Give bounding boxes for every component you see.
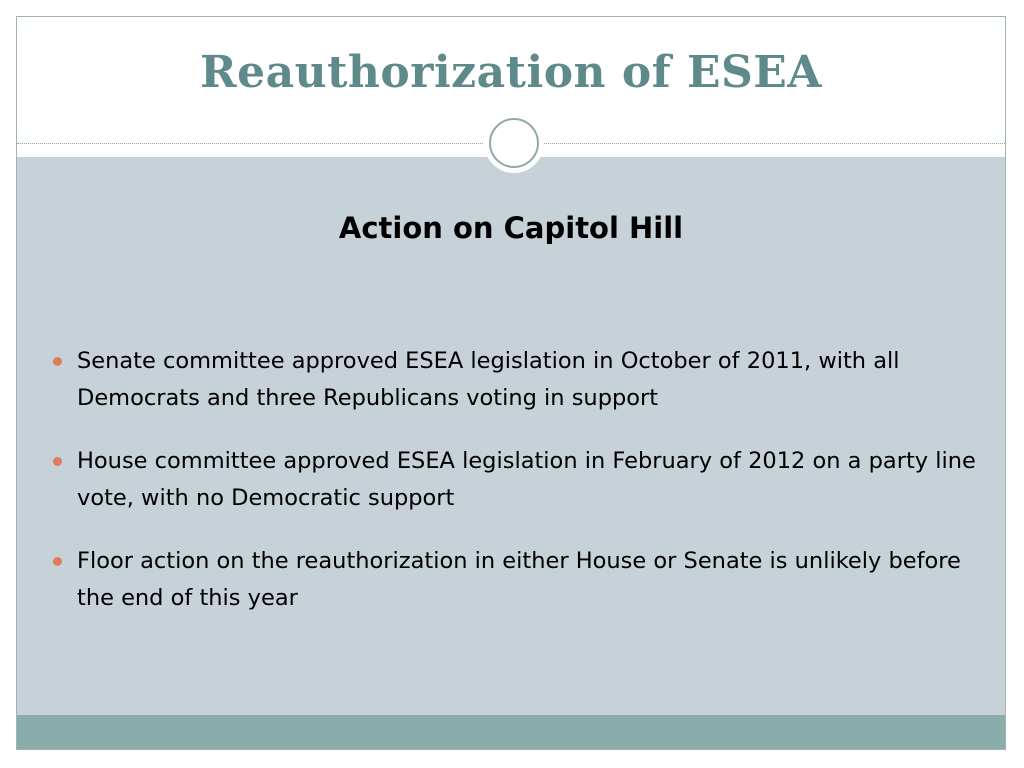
slide (16, 16, 1006, 750)
circle-ornament-icon (484, 113, 544, 173)
bullet-dot-icon (53, 357, 62, 366)
slide-subtitle: Action on Capitol Hill (338, 211, 684, 245)
footer-bar (17, 715, 1005, 750)
bullet-text: Floor action on the reauthorization in either House or Senate is unlikely before the end of this year (77, 548, 961, 611)
bullet-text: Senate committee approved ESEA legislation in October of 2011, with all Democrats and three Republicans voting in support (77, 348, 900, 411)
slide-title: Reauthorization of ESEA (200, 47, 822, 98)
ornament-outer-ring (489, 118, 539, 168)
bullet-text: House committee approved ESEA legislation in February of 2012 on a party line vote, with no Democratic support (77, 448, 976, 511)
bullet-dot-icon (53, 557, 62, 566)
bullet-item (53, 543, 983, 617)
bullet-dot-icon (53, 457, 62, 466)
bullet-item (53, 343, 983, 417)
bullet-item (53, 443, 983, 517)
bullet-list (53, 343, 983, 643)
